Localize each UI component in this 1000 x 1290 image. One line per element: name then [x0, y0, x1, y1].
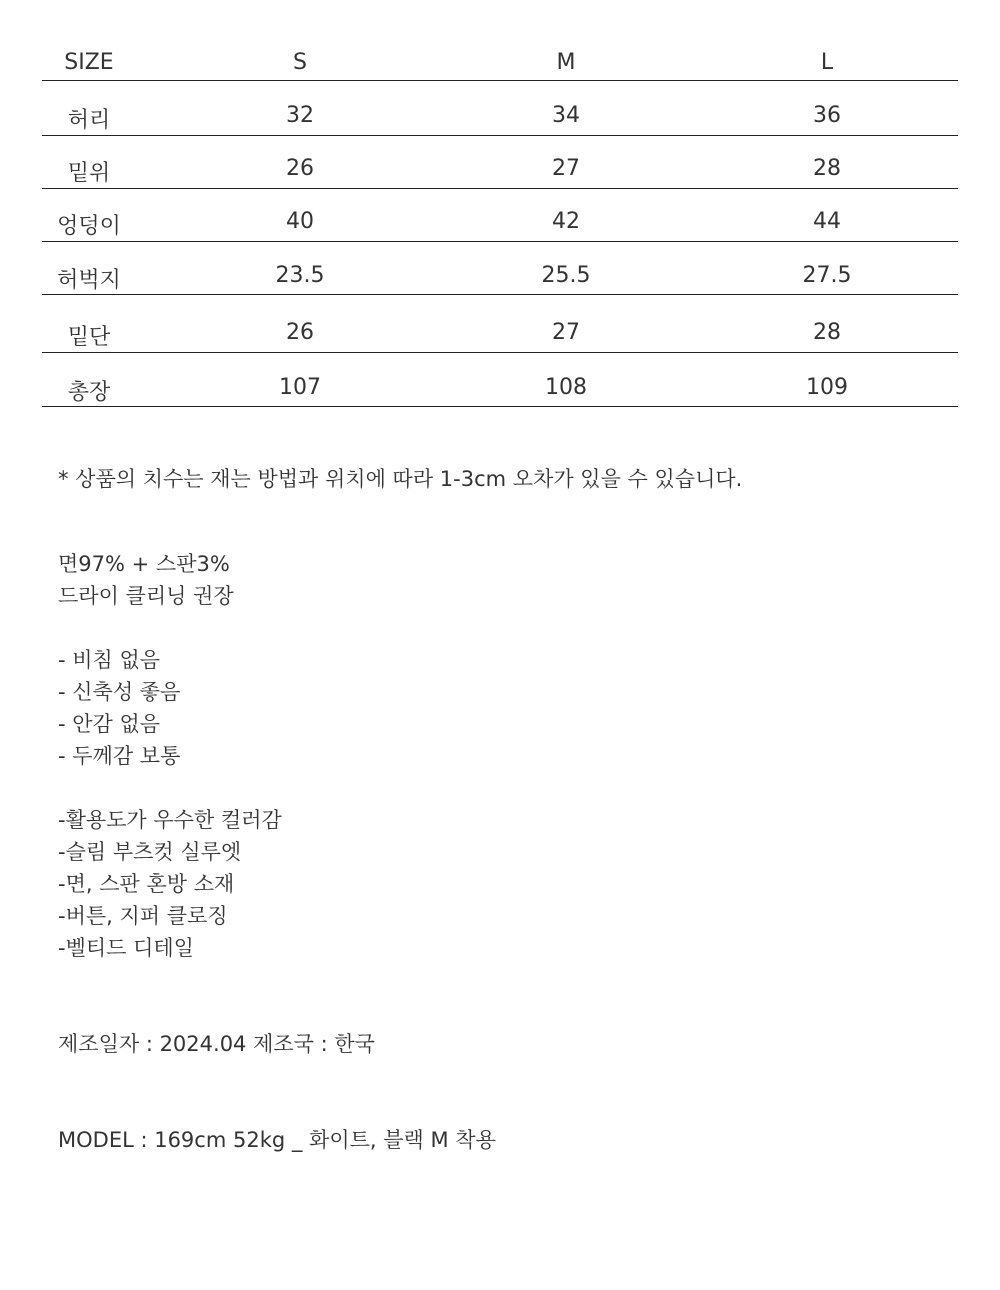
fabric-features	[58, 644, 180, 772]
row-value-s: 32	[286, 103, 314, 128]
measurement-note: * 상품의 치수는 재는 방법과 위치에 따라 1-3cm 오차가 있을 수 있습니다.	[58, 467, 743, 491]
header-size-l: L	[820, 50, 834, 75]
table-row	[42, 295, 958, 353]
row-value-l: 109	[806, 375, 848, 400]
table-row	[42, 242, 958, 295]
feature-item: - 신축성 좋음	[58, 680, 181, 704]
row-value-l: 28	[813, 320, 841, 345]
row-label: 엉덩이	[57, 214, 121, 239]
row-value-m: 34	[552, 103, 580, 128]
detail-item: -버튼, 지퍼 클로징	[58, 904, 228, 928]
material-composition: 면97% + 스판3%	[58, 552, 230, 576]
detail-item: -슬림 부츠컷 실루엣	[58, 840, 242, 864]
manufacture-info: 제조일자 : 2024.04 제조국 : 한국	[58, 1032, 375, 1056]
row-value-m: 25.5	[541, 263, 591, 288]
row-label: 허리	[67, 108, 111, 133]
row-value-l: 44	[813, 209, 841, 234]
detail-item: -면, 스판 혼방 소재	[58, 872, 235, 896]
row-value-m: 108	[545, 375, 587, 400]
feature-item: - 비침 없음	[58, 648, 161, 672]
care-instruction: 드라이 클리닝 권장	[58, 584, 234, 608]
product-details	[58, 804, 282, 964]
row-label: 밑위	[67, 161, 111, 186]
row-value-l: 27.5	[802, 263, 852, 288]
row-value-l: 36	[813, 103, 841, 128]
row-value-m: 42	[552, 209, 580, 234]
feature-item: - 두께감 보통	[58, 744, 181, 768]
row-value-m: 27	[552, 156, 580, 181]
row-label: 밑단	[67, 325, 111, 350]
table-row	[42, 81, 958, 136]
size-table	[42, 40, 958, 407]
table-row	[42, 189, 958, 242]
table-row	[42, 353, 958, 407]
material-info	[58, 548, 234, 612]
row-value-s: 107	[279, 375, 321, 400]
header-size-m: M	[556, 50, 576, 75]
header-size-label: SIZE	[64, 50, 114, 75]
row-value-s: 26	[286, 156, 314, 181]
row-label: 허벅지	[57, 268, 121, 293]
detail-item: -활용도가 우수한 컬러감	[58, 808, 282, 832]
row-value-l: 28	[813, 156, 841, 181]
feature-item: - 안감 없음	[58, 712, 161, 736]
row-value-s: 40	[286, 209, 314, 234]
row-value-s: 23.5	[275, 263, 325, 288]
detail-item: -벨티드 디테일	[58, 936, 194, 960]
header-size-s: S	[293, 50, 307, 75]
row-label: 총장	[67, 380, 111, 405]
table-header-row	[42, 40, 958, 81]
row-value-s: 26	[286, 320, 314, 345]
model-info: MODEL : 169cm 52kg _ 화이트, 블랙 M 착용	[58, 1128, 496, 1152]
row-value-m: 27	[552, 320, 580, 345]
table-row	[42, 136, 958, 189]
